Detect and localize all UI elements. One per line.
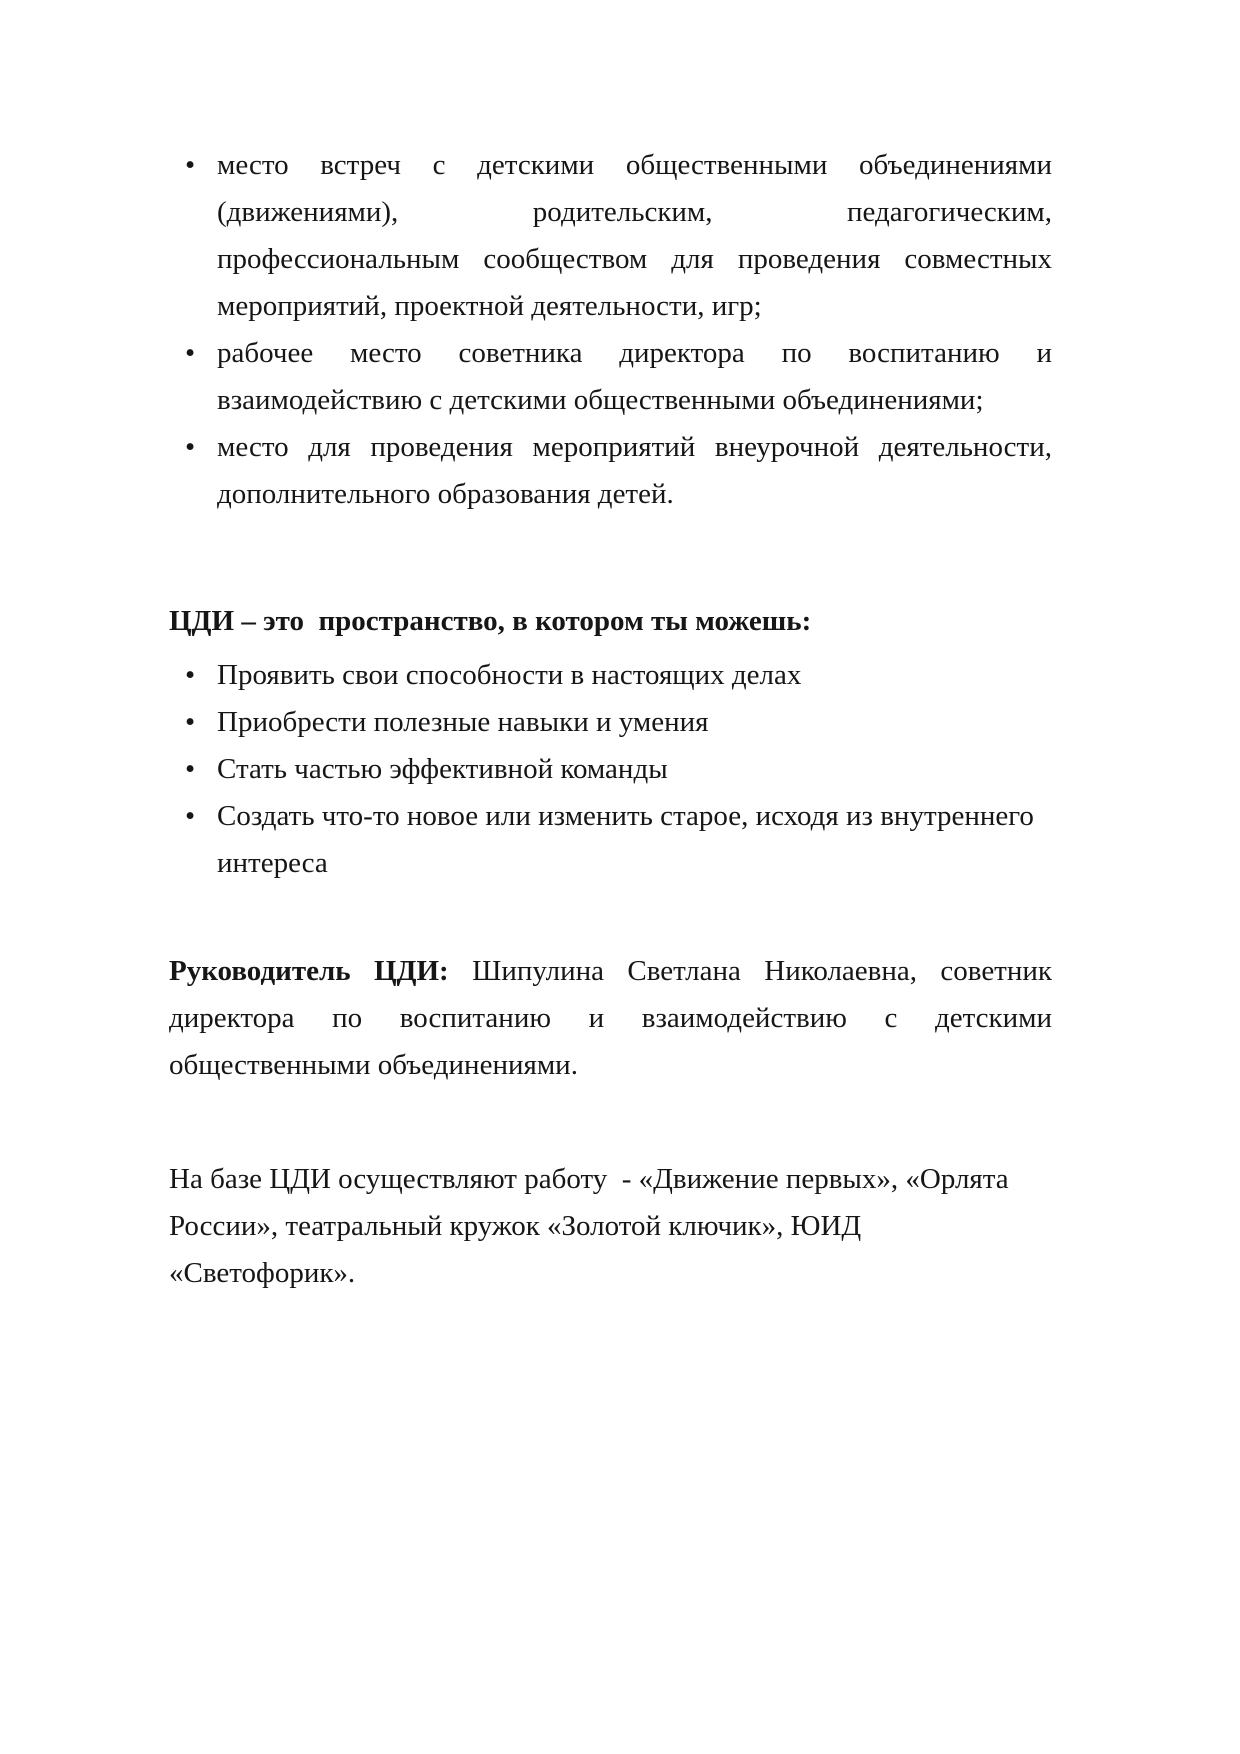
text-line: профессиональным сообществом для проведения совместных — [217, 243, 1052, 275]
text-line: рабочее место советника директора по воспитанию и — [217, 337, 1052, 369]
text-line: России», театральный кружок «Золотой ключик», ЮИД — [169, 1210, 862, 1242]
list-item — [169, 424, 1052, 518]
leader-name: Шипулина Светлана Николаевна, советник — [448, 955, 1052, 987]
list-item — [169, 699, 1052, 746]
text-line — [169, 948, 1052, 995]
bullet-icon: • — [185, 706, 196, 738]
text-line: «Светофорик». — [169, 1257, 356, 1289]
list-item — [169, 330, 1052, 424]
list-item — [169, 793, 1052, 887]
list-item — [169, 652, 1052, 699]
organizations-paragraph — [169, 1156, 1052, 1297]
text-line: место для проведения мероприятий внеурочной деятельности, — [217, 431, 1052, 463]
text-line: мероприятий, проектной деятельности, игр; — [217, 290, 762, 322]
text-line: дополнительного образования детей. — [217, 478, 674, 510]
text-line: интереса — [217, 847, 328, 879]
list-item — [169, 746, 1052, 793]
section-heading: ЦДИ – это пространство, в котором ты можешь: — [169, 605, 812, 637]
section-heading-block — [169, 598, 1052, 645]
bullet-icon: • — [185, 800, 196, 832]
text-line: общественными объединениями. — [169, 1049, 578, 1081]
text-line: взаимодействию с детскими общественными объединениями; — [217, 384, 984, 416]
leader-label: Руководитель ЦДИ: — [169, 955, 449, 987]
text-line: Проявить свои способности в настоящих делах — [217, 659, 802, 691]
bullet-icon: • — [185, 659, 196, 691]
bullet-icon: • — [185, 149, 196, 181]
text-line: На базе ЦДИ осуществляют работу - «Движение первых», «Орлята — [169, 1163, 1009, 1195]
text-line: (движениями), родительским, педагогическим, — [217, 196, 1052, 228]
leader-paragraph — [169, 948, 1052, 1089]
bullet-list-functions — [169, 142, 1052, 518]
text-line: директора по воспитанию и взаимодействию с детскими — [169, 1002, 1052, 1034]
text-line: Создать что-то новое или изменить старое, исходя из внутреннего — [217, 800, 1034, 832]
bullet-icon: • — [185, 337, 196, 369]
bullet-icon: • — [185, 431, 196, 463]
bullet-list-opportunities — [169, 652, 1052, 887]
text-line: место встреч с детскими общественными объединениями — [217, 149, 1052, 181]
text-line: Стать частью эффективной команды — [217, 753, 668, 785]
text-line: Приобрести полезные навыки и умения — [217, 706, 709, 738]
list-item — [169, 142, 1052, 330]
bullet-icon: • — [185, 753, 196, 785]
